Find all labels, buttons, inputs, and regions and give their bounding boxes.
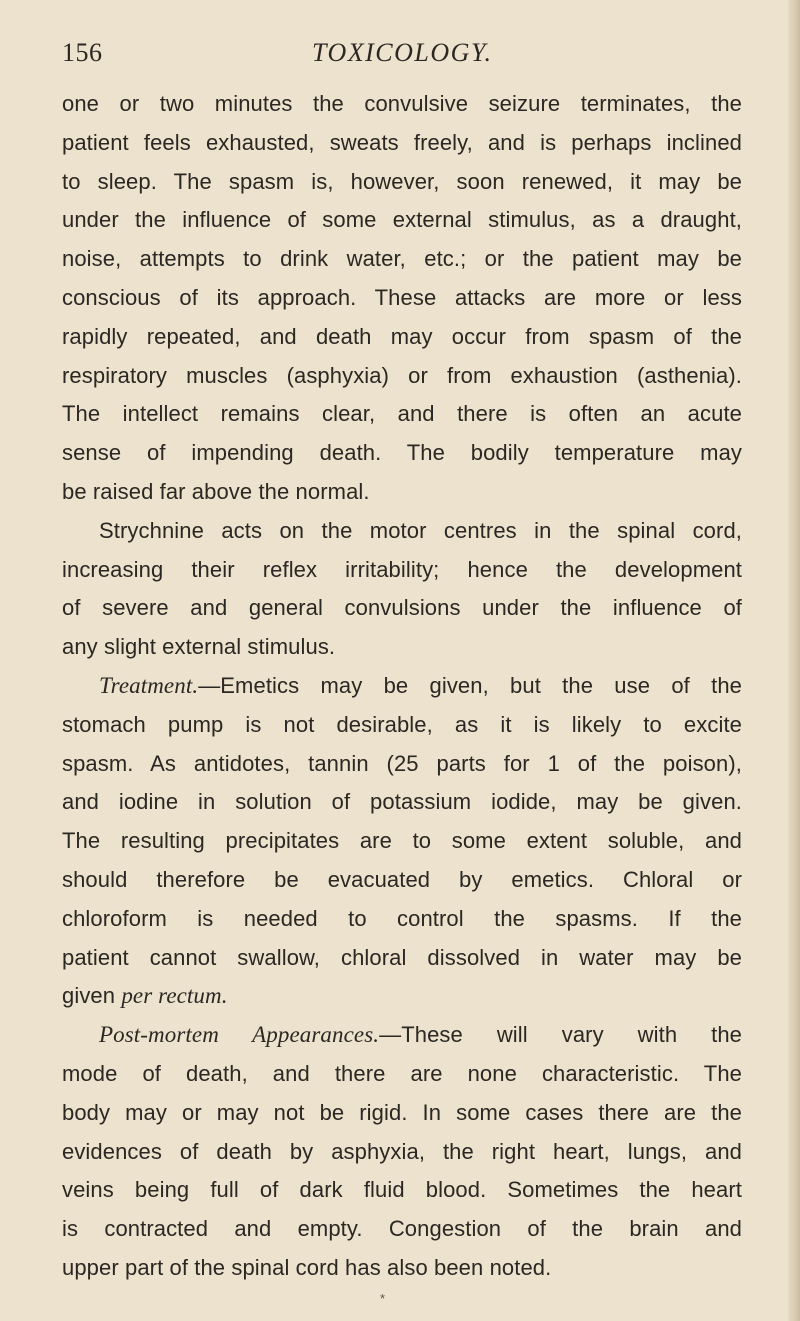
text-line-7: rapidly repeated, and death may occur from spasm of the bbox=[62, 323, 742, 349]
running-title: TOXICOLOGY. bbox=[312, 38, 493, 67]
text-line-1: one or two minutes the convulsive seizure terminates, the bbox=[62, 91, 742, 116]
body-text bbox=[62, 85, 742, 1288]
text-line-2: patient feels exhausted, sweats freely, and is perhaps inclined bbox=[62, 129, 742, 155]
text-line-24-start: given bbox=[62, 983, 122, 1009]
text-line-28: evidences of death by asphyxia, the right heart, lungs, and bbox=[62, 1138, 742, 1164]
text-line-16 bbox=[62, 667, 742, 706]
text-line-25 bbox=[62, 1016, 742, 1055]
text-line-24 bbox=[62, 977, 742, 1016]
text-line-31: upper part of the spinal cord has also been noted. bbox=[62, 1254, 552, 1280]
text-line-15: any slight external stimulus. bbox=[62, 634, 336, 660]
text-line-17: stomach pump is not desirable, as it is likely to excite bbox=[62, 711, 742, 737]
text-line-21: should therefore be evacuated by emetics. Chloral or bbox=[62, 866, 742, 892]
text-line-23: patient cannot swallow, chloral dissolved in water may be bbox=[62, 944, 742, 970]
text-line-4: under the influence of some external stimulus, as a draught, bbox=[62, 207, 742, 233]
text-line-14: of severe and general convulsions under the influence of bbox=[62, 595, 742, 621]
page-number: 156 bbox=[62, 38, 103, 67]
text-line-12: Strychnine acts on the motor centres in the spinal cord, bbox=[99, 517, 742, 543]
text-line-22: chloroform is needed to control the spasms. If the bbox=[62, 905, 742, 931]
text-line-3: to sleep. The spasm is, however, soon renewed, it may be bbox=[62, 168, 742, 194]
text-line-10: sense of impending death. The bodily temperature may bbox=[62, 440, 742, 466]
page-edge-shadow bbox=[788, 0, 800, 1321]
page-header bbox=[62, 38, 742, 78]
text-line-6: conscious of its approach. These attacks are more or less bbox=[62, 284, 742, 310]
text-line-11: be raised far above the normal. bbox=[62, 478, 370, 504]
text-line-27: body may or may not be rigid. In some cases there are the bbox=[62, 1099, 742, 1125]
text-line-8: respiratory muscles (asphyxia) or from exhaustion (asthenia). bbox=[62, 362, 742, 388]
text-line-25-rest: —These will vary with the bbox=[379, 1022, 742, 1048]
text-line-18: spasm. As antidotes, tannin (25 parts for 1 of the poison), bbox=[62, 750, 742, 776]
heading-treatment: Treatment. bbox=[99, 672, 199, 698]
phrase-per-rectum: per rectum. bbox=[121, 983, 228, 1009]
text-line-30: is contracted and empty. Congestion of the brain and bbox=[62, 1216, 742, 1242]
text-line-19: and iodine in solution of potassium iodide, may be given. bbox=[62, 789, 742, 815]
text-line-16-rest: —Emetics may be given, but the use of the bbox=[198, 672, 742, 698]
text-line-9: The intellect remains clear, and there is often an acute bbox=[62, 401, 742, 427]
text-line-5: noise, attempts to drink water, etc.; or the patient may be bbox=[62, 246, 742, 272]
text-line-26: mode of death, and there are none characteristic. The bbox=[62, 1060, 742, 1086]
text-line-20: The resulting precipitates are to some extent soluble, and bbox=[62, 828, 742, 854]
heading-post-mortem: Post-mortem Appearances. bbox=[99, 1022, 380, 1048]
text-line-29: veins being full of dark fluid blood. Sometimes the heart bbox=[62, 1177, 742, 1203]
text-line-13: increasing their reflex irritability; hence the development bbox=[62, 556, 742, 582]
page-footer-mark: * bbox=[380, 1291, 386, 1306]
